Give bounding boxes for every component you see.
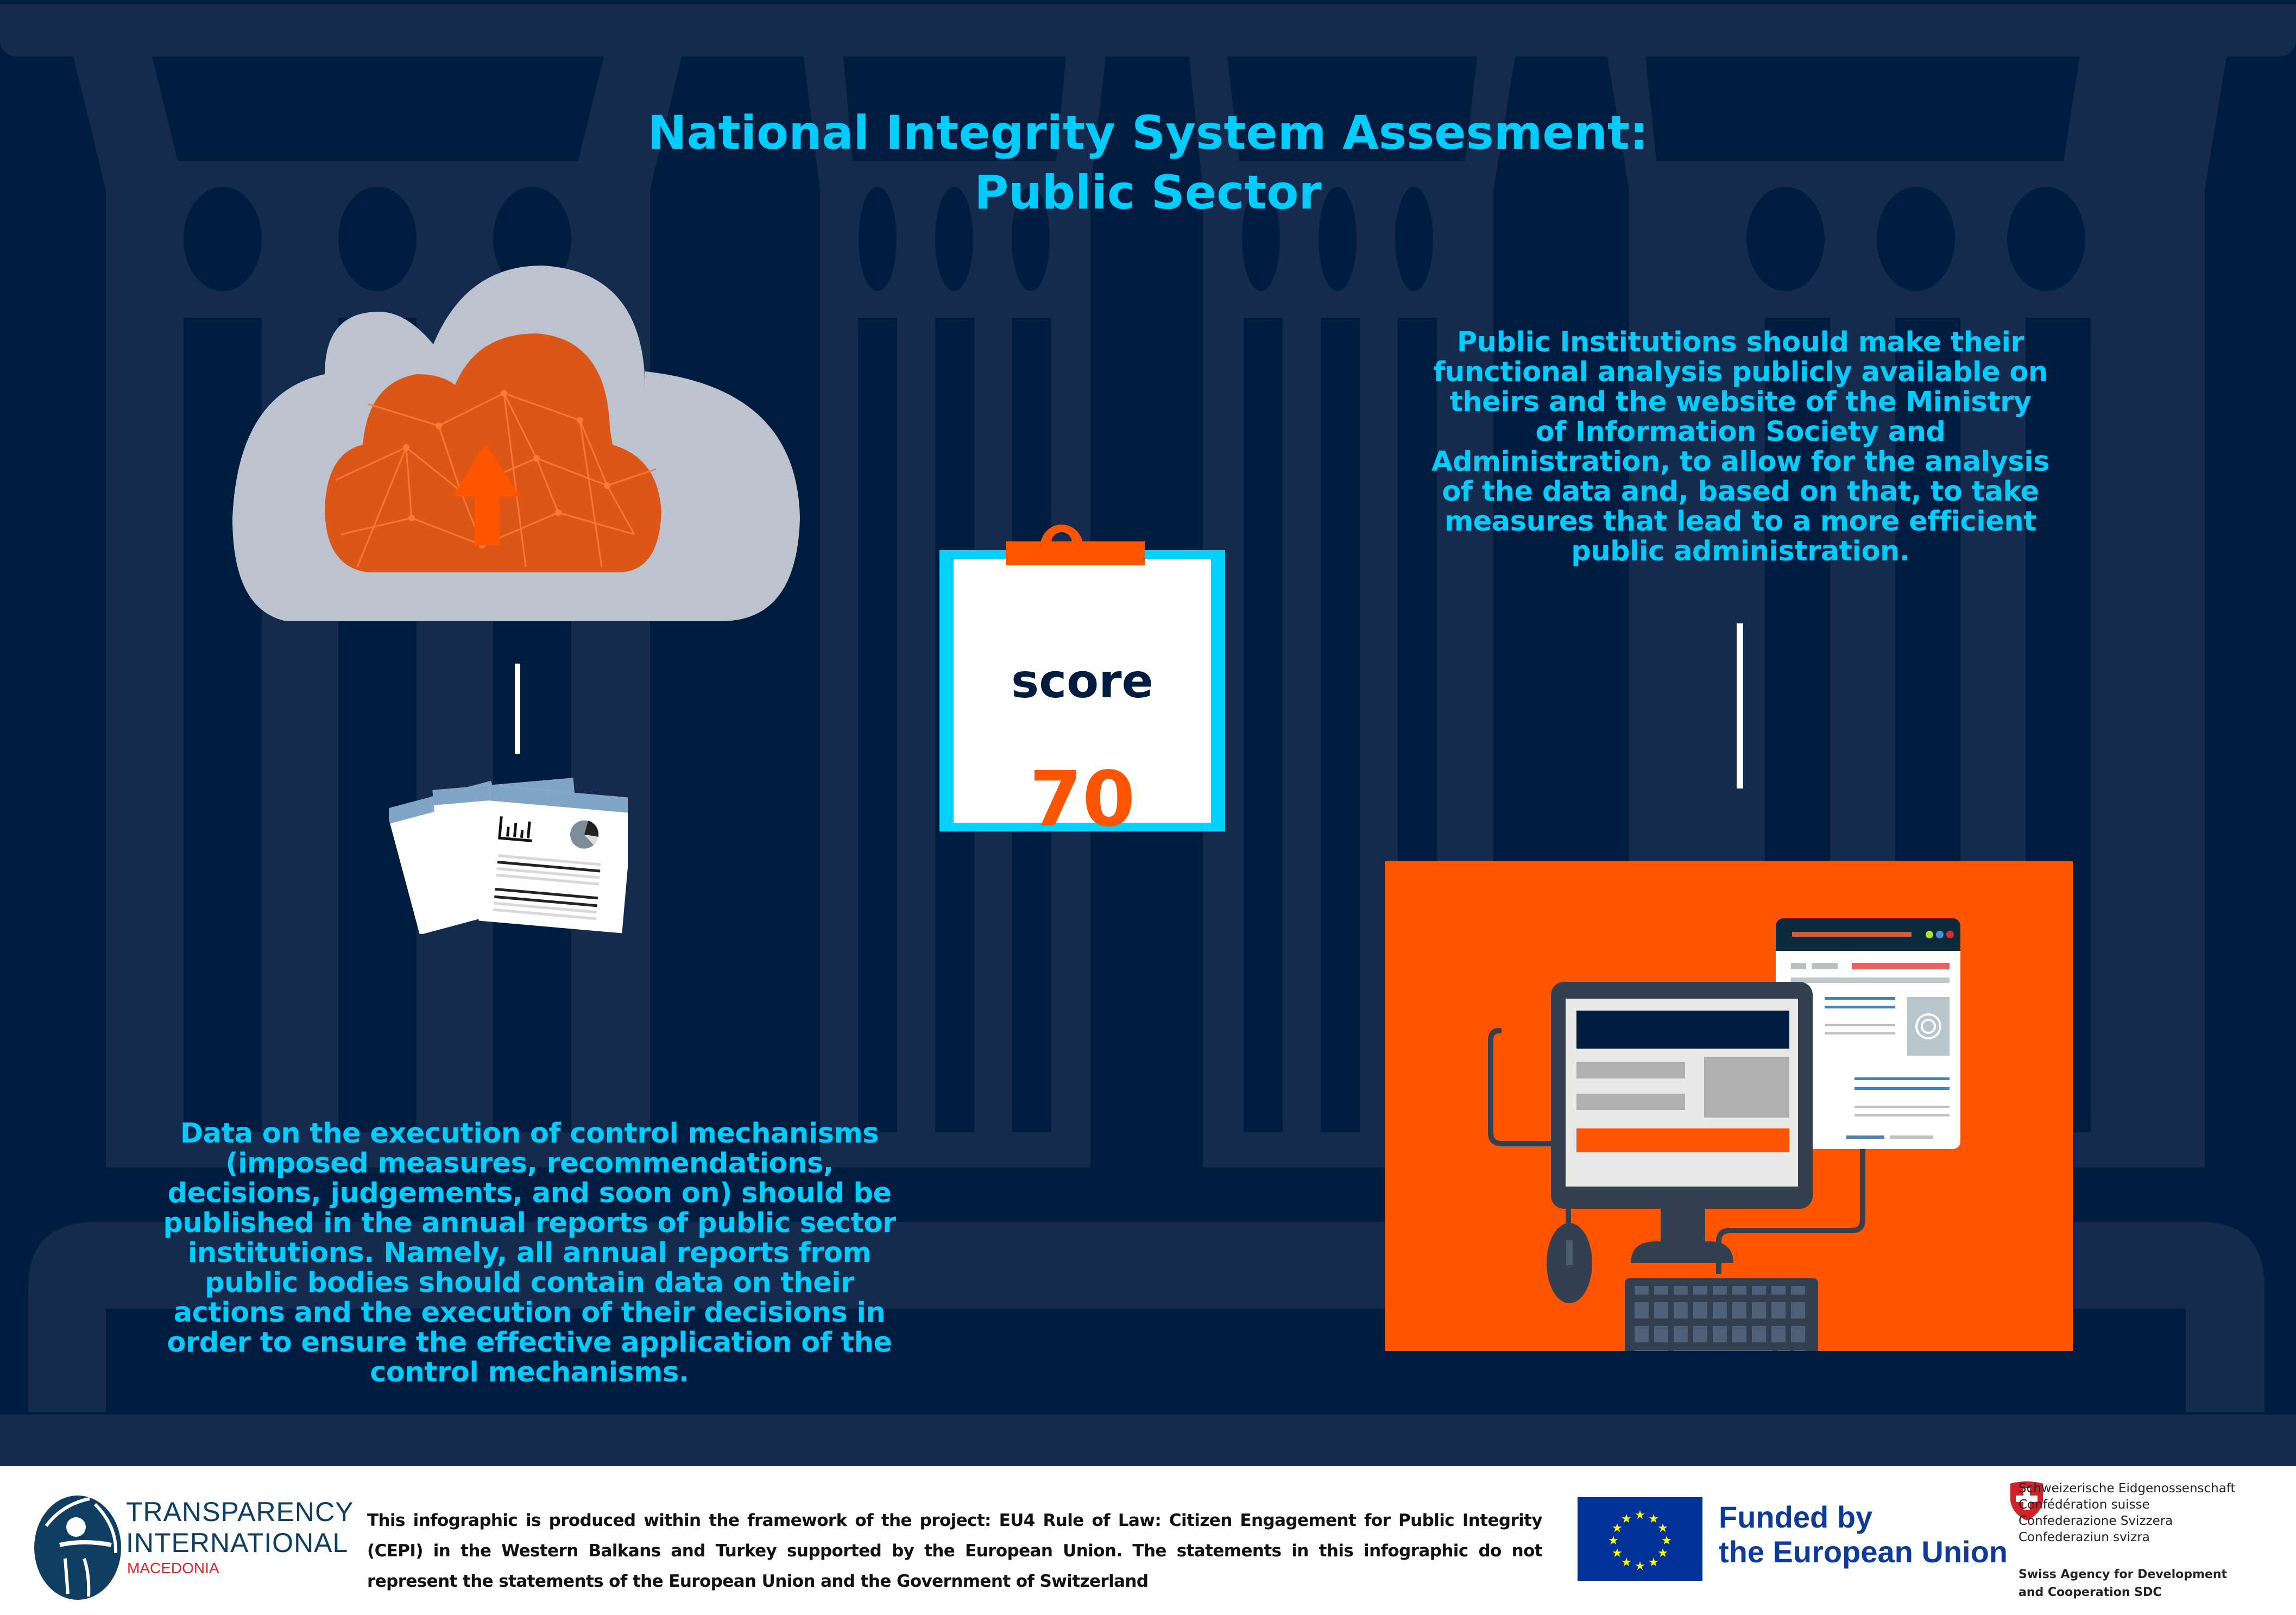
sdc-line-1: Swiss Agency for Development	[2019, 1568, 2228, 1581]
text-line: decisions, judgements, and soon on) should be	[167, 1177, 892, 1209]
text-line: institutions. Namely, all annual reports from	[187, 1237, 872, 1269]
text-line: control mechanisms.	[370, 1357, 689, 1389]
swiss-line-1: Schweizerische Eidgenossenschaft	[2019, 1481, 2236, 1496]
svg-text:★: ★	[1612, 1522, 1623, 1535]
ti-logo-line-2: INTERNATIONAL	[126, 1528, 349, 1558]
text-line: order to ensure the effective application of the	[167, 1327, 892, 1359]
text-line: functional analysis publicly available on	[1433, 356, 2048, 388]
svg-text:★: ★	[1657, 1547, 1668, 1560]
score-value: 70	[1029, 755, 1136, 844]
score-label: score	[1011, 654, 1153, 709]
text-line: (imposed measures, recommendations,	[225, 1147, 834, 1179]
eu-funding-line-1: Funded by	[1719, 1500, 1873, 1534]
svg-text:★: ★	[1648, 1512, 1659, 1526]
svg-text:★: ★	[1608, 1534, 1619, 1548]
recommendation-right	[1390, 327, 2091, 566]
report-documents-icon	[389, 771, 628, 934]
swiss-line-3: Confederazione Svizzera	[2019, 1514, 2173, 1528]
swiss-line-4: Confederaziun svizra	[2019, 1530, 2150, 1544]
ti-logo-line-1: TRANSPARENCY	[126, 1497, 354, 1527]
text-line: Data on the execution of control mechanisms	[180, 1118, 879, 1150]
text-line: public bodies should contain data on their	[205, 1267, 854, 1299]
sdc-line-2: and Cooperation SDC	[2019, 1586, 2162, 1599]
text-line: Public Institutions should make their	[1456, 326, 2024, 358]
text-line: actions and the execution of their decisions in	[173, 1297, 886, 1329]
svg-text:★: ★	[1657, 1522, 1668, 1535]
connector-line-left	[515, 664, 520, 754]
text-line: Administration, to allow for the analysis	[1431, 446, 2050, 478]
text-line: published in the annual reports of public sector	[163, 1207, 896, 1239]
ti-logo-country: MACEDONIA	[127, 1560, 219, 1576]
cloud-upload-icon	[232, 263, 800, 632]
svg-text:★: ★	[1612, 1547, 1623, 1560]
svg-text:★: ★	[1648, 1556, 1659, 1569]
text-line: of Information Society and	[1535, 416, 1946, 448]
swiss-line-2: Confédération suisse	[2019, 1498, 2150, 1512]
eu-flag-icon	[1578, 1497, 1702, 1581]
disclaimer-text: This infographic is produced within the framework of the project: EU4 Rule of Law: Citizen Engagement for Public Integrity (CEPI) in the Western Balkans and Turkey supported by the European Union. The statements in this infographic do not represent the statements of the European Union and the Government of Switzerland	[367, 1511, 1542, 1591]
eu-funding-line-2: the European Union	[1719, 1535, 2008, 1569]
svg-text:★: ★	[1621, 1512, 1632, 1526]
text-line: theirs and the website of the Ministry	[1449, 386, 2032, 418]
page-title	[0, 103, 2296, 223]
clipboard-clip-icon	[1006, 541, 1145, 565]
transparency-international-logo-icon	[30, 1493, 125, 1602]
svg-text:★: ★	[1621, 1556, 1632, 1569]
eu-funding-label	[1719, 1500, 2008, 1569]
svg-text:★: ★	[1661, 1534, 1672, 1548]
title-line-2: Public Sector	[974, 166, 1322, 220]
text-line: measures that lead to a more efficient	[1444, 506, 2037, 538]
desktop-computer-icon	[1385, 861, 2073, 1351]
text-line: of the data and, based on that, to take	[1442, 476, 2039, 508]
text-line: public administration.	[1571, 535, 1910, 567]
connector-line-right	[1737, 623, 1743, 788]
svg-text:★: ★	[1635, 1509, 1645, 1522]
recommendation-left	[136, 1119, 923, 1387]
svg-text:★: ★	[1635, 1560, 1645, 1573]
title-line-1: National Integrity System Assesment:	[647, 106, 1649, 160]
